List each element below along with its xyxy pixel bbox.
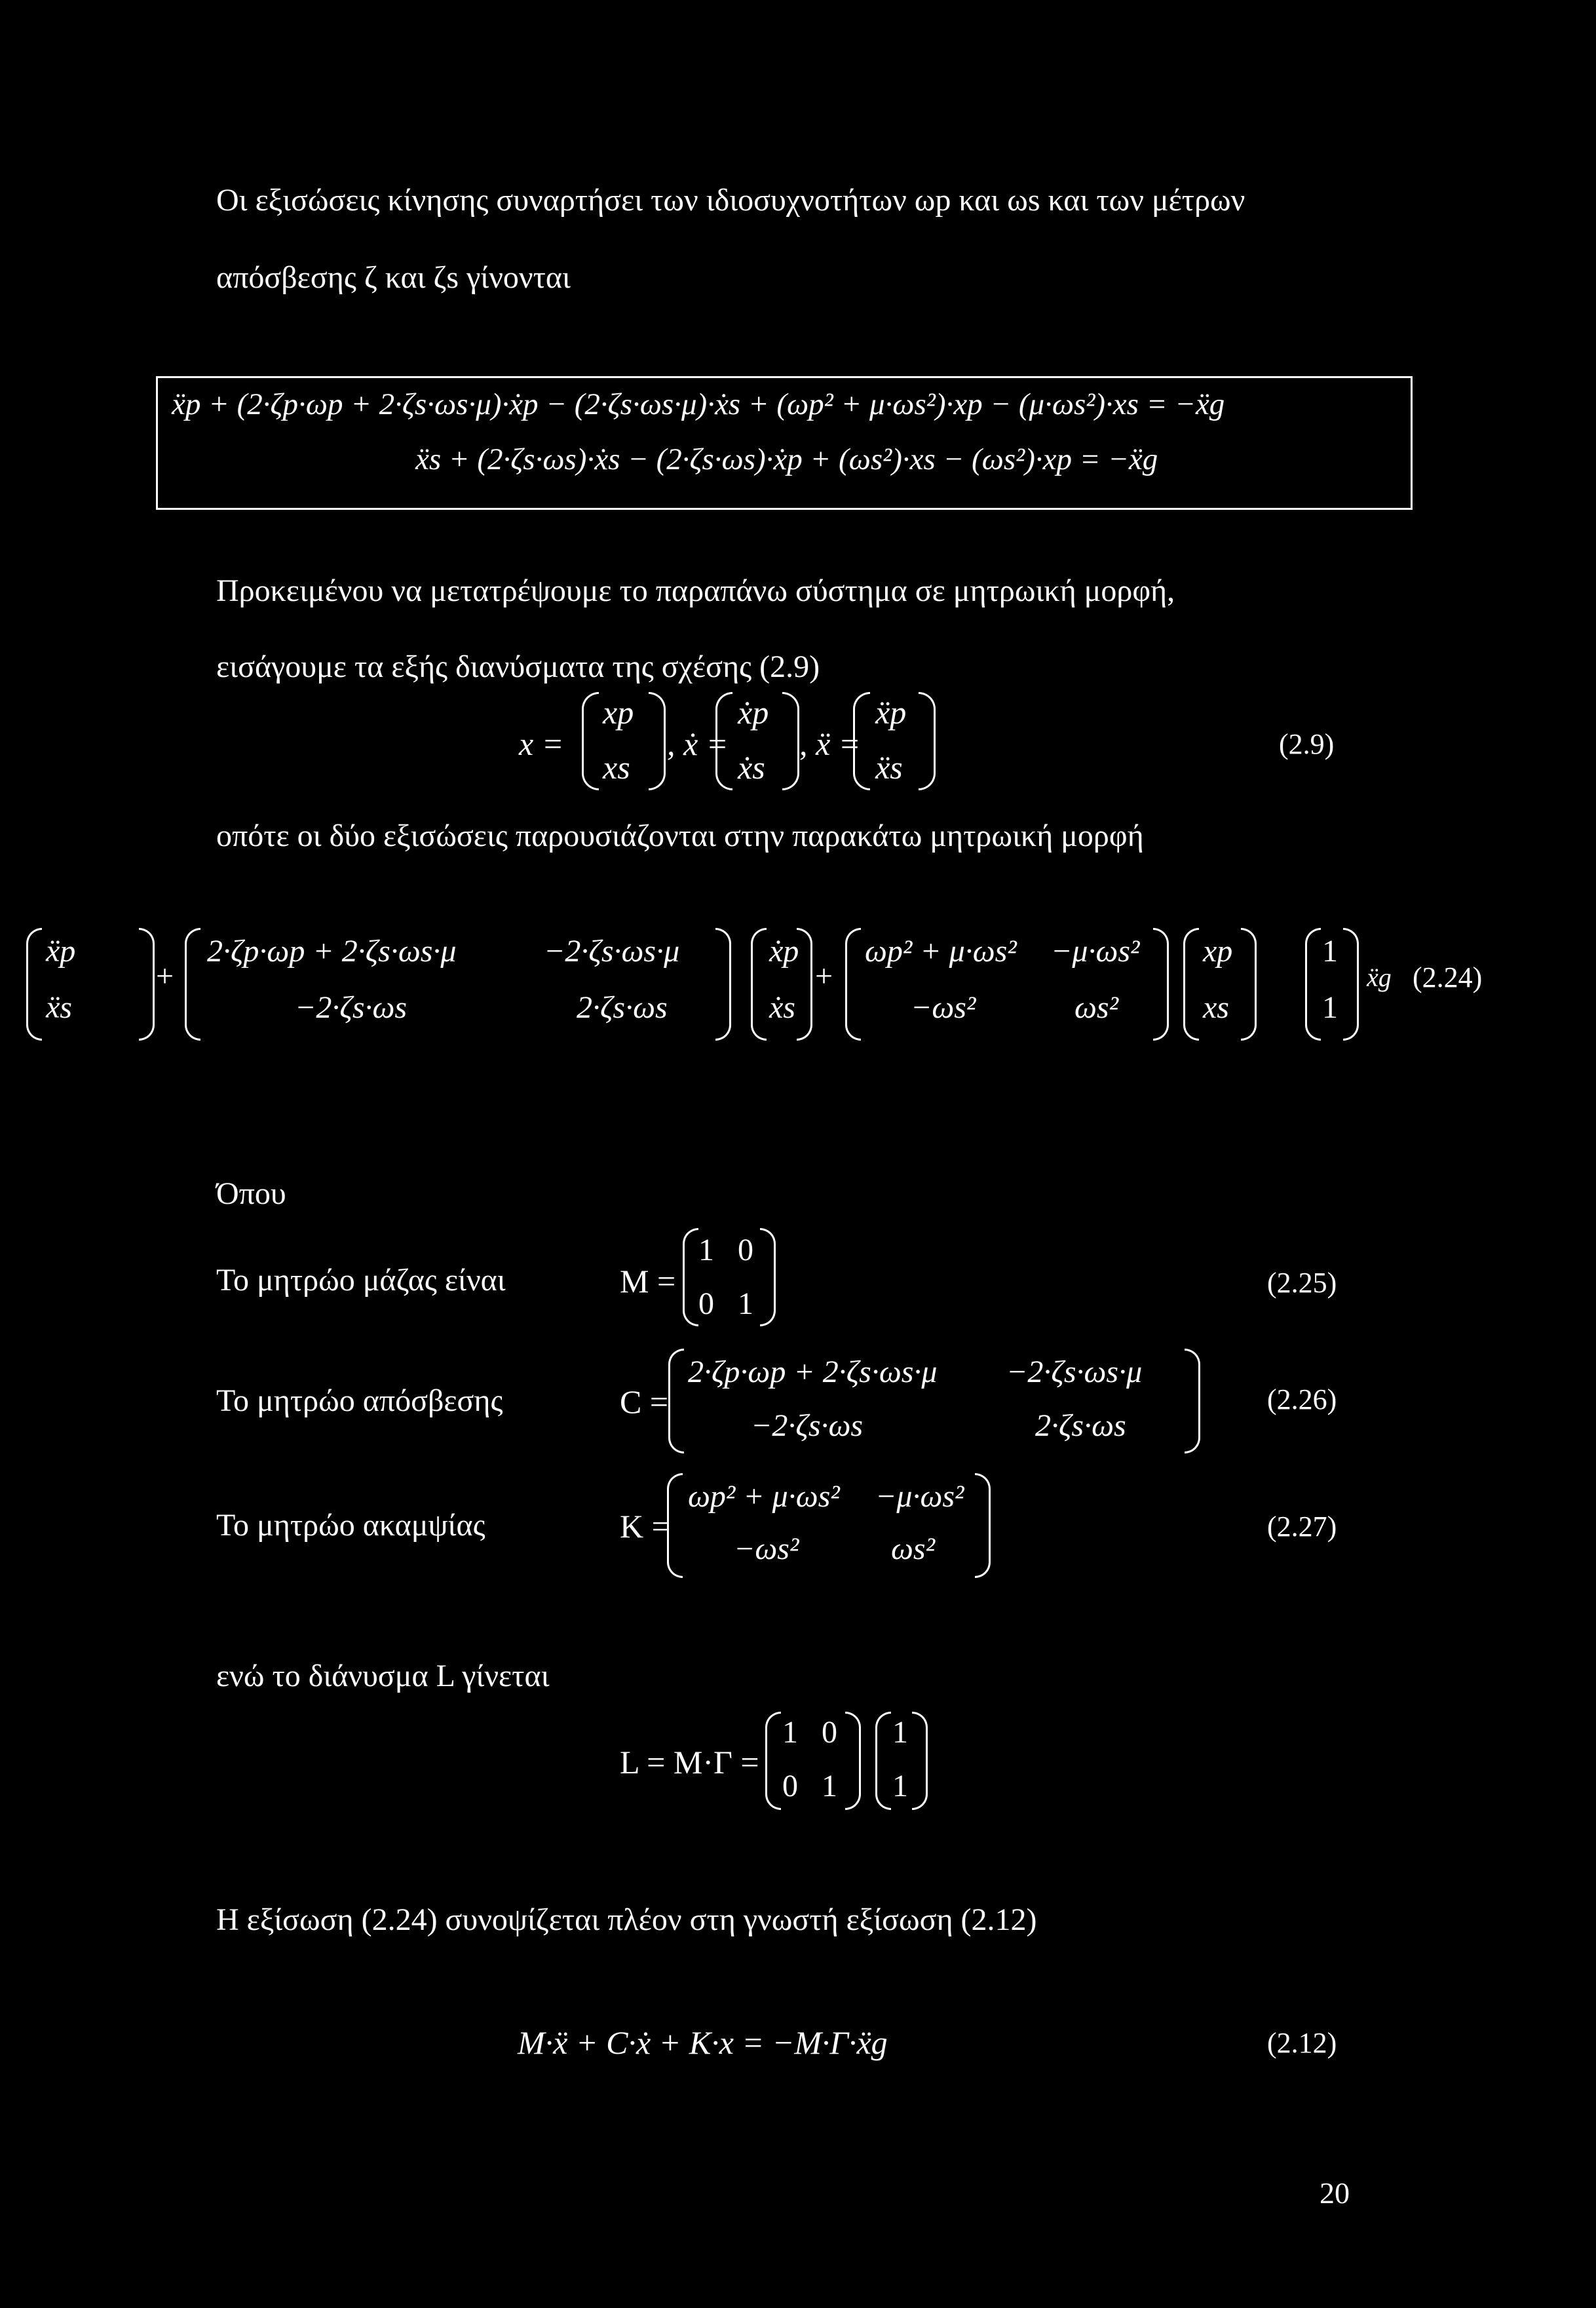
damping-c22: 2·ζs·ωs [1035,1408,1126,1443]
bracket-right [919,692,936,790]
boxed-equation-2: ẍs + (2·ζs·ωs)·ẋs − (2·ζs·ωs)·ẋp + (ωs²)·xs − (ωs²)·xp = −ẍg [415,442,1158,476]
bracket-left [853,692,870,790]
bracket-left [668,1349,684,1453]
damping-text: Το μητρώο απόσβεσης [216,1383,503,1418]
equation-label: (2.27) [1267,1510,1337,1543]
bracket-right [760,1228,776,1326]
bracket-left [845,928,861,1041]
bracket-right [1185,1349,1200,1453]
equation-label: (2.12) [1267,2027,1337,2059]
bracket-left [26,928,42,1041]
ones-row-1: 1 [892,1715,908,1750]
ground-accel: ẍg [1367,963,1392,992]
bracket-right [912,1712,928,1810]
stiffness-k12: −μ·ωs² [875,1479,964,1514]
vector-x-top: xp [603,694,634,731]
bracket-right [139,928,155,1041]
where-heading: Όπου [216,1176,286,1211]
stiffness-text: Το μητρώο ακαμψίας [216,1508,485,1543]
bracket-right [715,928,731,1041]
bracket-left [751,928,767,1041]
stiffness-k21: −ωs² [734,1531,799,1566]
stiffness-k12: −μ·ωs² [1051,934,1140,969]
damping-c12: −2·ζs·ωs·μ [1006,1355,1143,1389]
vector-xddot-lhs: , ẍ = [799,725,861,762]
gamma-row-2: 0 1 [782,1769,837,1803]
bracket-left [715,692,732,790]
stiffness-k22: ωs² [891,1531,935,1566]
mass-row-1: 1 0 [698,1233,753,1267]
bracket-left [582,692,599,790]
para2-line-1: Προκειμένου να μετατρέψουμε το παραπάνω σύστημα σε μητρωική μορφή, [216,573,1175,608]
stiffness-k11: ωp² + μ·ωs² [688,1479,840,1514]
damping-c11: 2·ζp·ωp + 2·ζs·ωs·μ [207,934,457,969]
bracket-right [1153,928,1169,1041]
ones-top: 1 [1322,934,1338,969]
intro-line-1: Οι εξισώσεις κίνησης συναρτήσει των ιδιοσυχνοτήτων ωp και ωs και των μέτρων [216,183,1245,218]
para3: οπότε οι δύο εξισώσεις παρουσιάζονται στην παρακάτω μητρωική μορφή [216,818,1144,853]
vector-xddot-top: ẍp [875,694,907,731]
bracket-right [782,692,799,790]
bracket-right [845,1712,861,1810]
disp-bottom: xs [1203,990,1229,1025]
damping-lhs: C = [620,1383,669,1420]
vector-x-bottom: xs [603,749,630,786]
page-number: 20 [1320,2176,1350,2210]
equation-label: (2.25) [1267,1267,1337,1299]
equation-label: (2.26) [1267,1383,1337,1415]
vector-xdot-bottom: ẋs [738,749,765,786]
bracket-right [649,692,666,790]
mass-lhs: M = [620,1263,676,1299]
bracket-right [1241,928,1257,1041]
stiffness-k22: ωs² [1074,990,1118,1025]
vel-top: ẋp [769,934,799,969]
mass-row-2: 0 1 [698,1286,753,1321]
damping-c11: 2·ζp·ωp + 2·ζs·ωs·μ [688,1355,938,1389]
bracket-left [875,1712,891,1810]
boxed-equation-1: ẍp + (2·ζp·ωp + 2·ζs·ωs·μ)·ẋp − (2·ζs·ωs·μ)·ẋs + (ωp² + μ·ωs²)·xp − (μ·ωs²)·xs = −ẍg [172,387,1225,421]
l-vector-text: ενώ το διάνυσμα L γίνεται [216,1659,550,1693]
vel-bottom: ẋs [769,990,795,1025]
bracket-right [797,928,812,1041]
stiffness-k21: −ωs² [911,990,976,1025]
ones-bottom: 1 [1322,990,1338,1025]
bracket-left [185,928,200,1041]
mass-text: Το μητρώο μάζας είναι [216,1263,506,1298]
disp-top: xp [1203,934,1233,969]
vector-x-lhs: x = [519,725,564,762]
stiffness-k11: ωp² + μ·ωs² [865,934,1017,969]
damping-c22: 2·ζs·ωs [577,990,668,1025]
damping-c12: −2·ζs·ωs·μ [544,934,680,969]
para2-line-2: εισάγουμε τα εξής διανύσματα της σχέσης (2.9) [216,649,820,684]
bracket-right [975,1473,991,1578]
damping-c21: −2·ζs·ωs [295,990,408,1025]
bracket-left [683,1228,698,1326]
damping-c21: −2·ζs·ωs [751,1408,864,1443]
bracket-right [1343,928,1359,1041]
equation-label: (2.24) [1413,961,1483,993]
bracket-left [1305,928,1321,1041]
vector-xddot-bottom: ẍs [875,749,903,786]
vector-xdot-lhs: , ẋ = [667,725,729,762]
stiffness-lhs: K = [620,1508,670,1545]
summary-text: Η εξίσωση (2.24) συνοψίζεται πλέον στη γνωστή εξίσωση (2.12) [216,1902,1037,1937]
equation-label: (2.9) [1279,728,1335,760]
final-equation: M·ẍ + C·ẋ + K·x = −M·Γ·ẍg [518,2024,888,2061]
acc-bottom: ẍs [46,990,72,1025]
bracket-left [1183,928,1199,1041]
intro-line-2: απόσβεσης ζ και ζs γίνονται [216,260,571,295]
acc-top: ẍp [46,934,76,969]
plus-sign: + [156,959,174,993]
bracket-left [765,1712,781,1810]
vector-xdot-top: ẋp [738,694,769,731]
plus-sign: + [815,959,833,993]
l-vector-lhs: L = M·Γ = [620,1744,759,1780]
gamma-row-1: 1 0 [782,1715,837,1750]
ones-row-2: 1 [892,1769,908,1803]
bracket-left [667,1473,683,1578]
